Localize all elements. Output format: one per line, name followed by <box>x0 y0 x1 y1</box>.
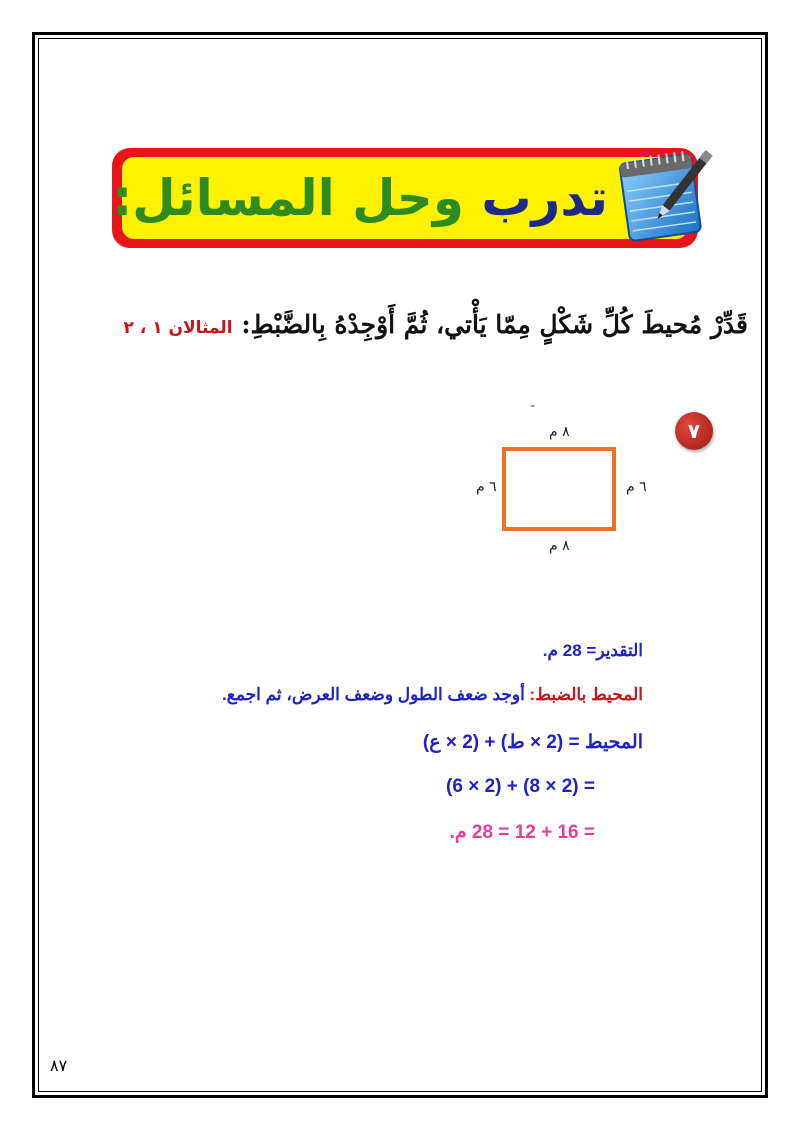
exact-instruction: أوجد ضعف الطول وضعف العرض، ثم اجمع. <box>222 685 525 704</box>
notebook-pen-icon <box>612 140 718 250</box>
exact-label: المحيط بالضبط: <box>524 685 643 704</box>
instruction-text: قَدِّرْ مُحيطَ كُلِّ شَكْلٍ مِمّا يَأْتي، ثُمَّ أَوْجِدْهُ بِالضَّبْطِ: <box>232 310 748 339</box>
perimeter-step-result: = 16 + 12 = 28 م. <box>449 822 595 843</box>
left-side-label: ٦ م <box>476 479 497 495</box>
title-part-solve: وحل المسائل: <box>112 169 464 227</box>
right-side-label: ٦ م <box>626 479 647 495</box>
title-banner-fill <box>112 157 688 239</box>
perimeter-formula: المحيط = (2 × ط) + (2 × ع) <box>422 732 643 753</box>
perimeter-step-substitute: = (2 × 8) + (2 × 6) <box>446 776 595 797</box>
rectangle-figure <box>502 447 616 531</box>
page-number: ٨٧ <box>50 1056 68 1075</box>
stray-mark: - <box>530 398 536 414</box>
title-part-practice: تدرب <box>463 169 608 227</box>
top-side-label: ٨ م <box>549 424 570 440</box>
problem-number-badge: ٧ <box>675 412 713 450</box>
page-title <box>112 157 608 239</box>
exact-line <box>222 685 643 705</box>
instruction-line <box>124 310 748 339</box>
estimate-line: التقدير= 28 م. <box>542 641 643 660</box>
example-reference: المثالان ١ ، ٢ <box>123 318 233 338</box>
bottom-side-label: ٨ م <box>549 538 570 554</box>
title-banner <box>112 148 698 248</box>
